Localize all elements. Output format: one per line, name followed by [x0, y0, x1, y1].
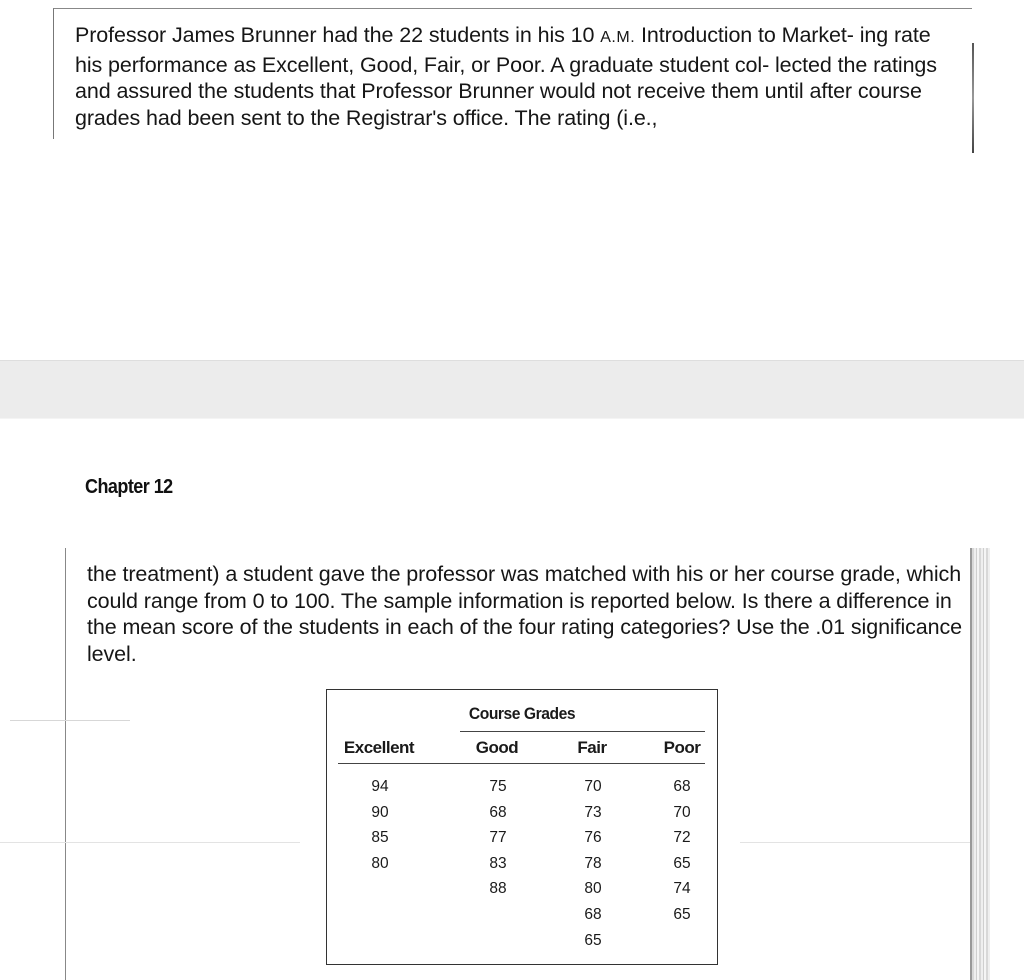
table-cell: 78	[584, 854, 602, 872]
bottom-paragraph: the treatment) a student gave the professor was matched with his or her course grade, which could range from 0 to 100. The sample information is reported below. Is there a difference in the mean score of the students in each of the four rating categories? Use the .01 significance level.	[87, 562, 963, 666]
table-cell: 68	[673, 778, 691, 795]
bottom-page-frame-left	[65, 548, 66, 980]
scan-artifact	[0, 842, 300, 843]
table-cell: 85	[371, 829, 389, 847]
table-cell: 77	[489, 829, 507, 847]
table-cell: 68	[489, 803, 507, 821]
column-excellent	[350, 774, 410, 876]
table-cell: 65	[584, 931, 602, 949]
caption-rule	[460, 731, 705, 732]
chapter-heading: Chapter 12	[85, 476, 173, 498]
table-cell: 70	[673, 803, 691, 821]
page-edge-shadow	[972, 43, 974, 153]
table-cell: 74	[673, 880, 691, 898]
column-header-good: Good	[475, 738, 519, 757]
table-cell: 72	[673, 829, 691, 847]
table-cell: 83	[489, 854, 507, 872]
header-rule	[338, 763, 705, 764]
course-grades-table	[326, 689, 718, 965]
table-cell: 80	[371, 854, 389, 872]
column-poor	[652, 774, 712, 928]
top-page-excerpt	[0, 0, 1024, 150]
bottom-page-edge-shadow	[970, 548, 990, 980]
column-good	[468, 774, 528, 902]
table-cell: 75	[489, 778, 507, 795]
scan-artifact	[740, 842, 970, 843]
table-cell: 90	[371, 803, 389, 821]
column-header-poor: Poor	[663, 738, 701, 757]
table-cell: 94	[371, 778, 389, 795]
scan-artifact	[10, 720, 130, 721]
table-cell: 76	[584, 829, 602, 847]
column-header-excellent: Excellent	[343, 738, 415, 757]
paragraph-text: Professor James Brunner had the 22 students in his 10	[75, 23, 601, 47]
table-cell: 65	[673, 854, 691, 872]
page-break-band	[0, 360, 1024, 419]
table-caption: Course Grades	[468, 704, 576, 723]
column-header-fair: Fair	[577, 738, 607, 757]
table-cell: 80	[584, 880, 602, 898]
column-fair	[563, 774, 623, 953]
paragraph-text: Introduction to Market-	[635, 23, 854, 47]
time-smallcaps: A.M.	[600, 29, 636, 46]
table-cell: 65	[673, 905, 691, 923]
table-cell: 73	[584, 803, 602, 821]
top-paragraph	[75, 22, 955, 131]
table-cell: 70	[584, 778, 602, 795]
table-cell: 68	[584, 905, 602, 923]
paragraph-text: ing rate his performance as Excellent, Good, Fair, or Poor. A graduate student col- lected the ratings and assured the students that Professor Brunner would not receive them until after course grades had been sent to the Registrar's office. The rating (i.e.,	[75, 23, 937, 130]
table-cell: 88	[489, 880, 507, 898]
